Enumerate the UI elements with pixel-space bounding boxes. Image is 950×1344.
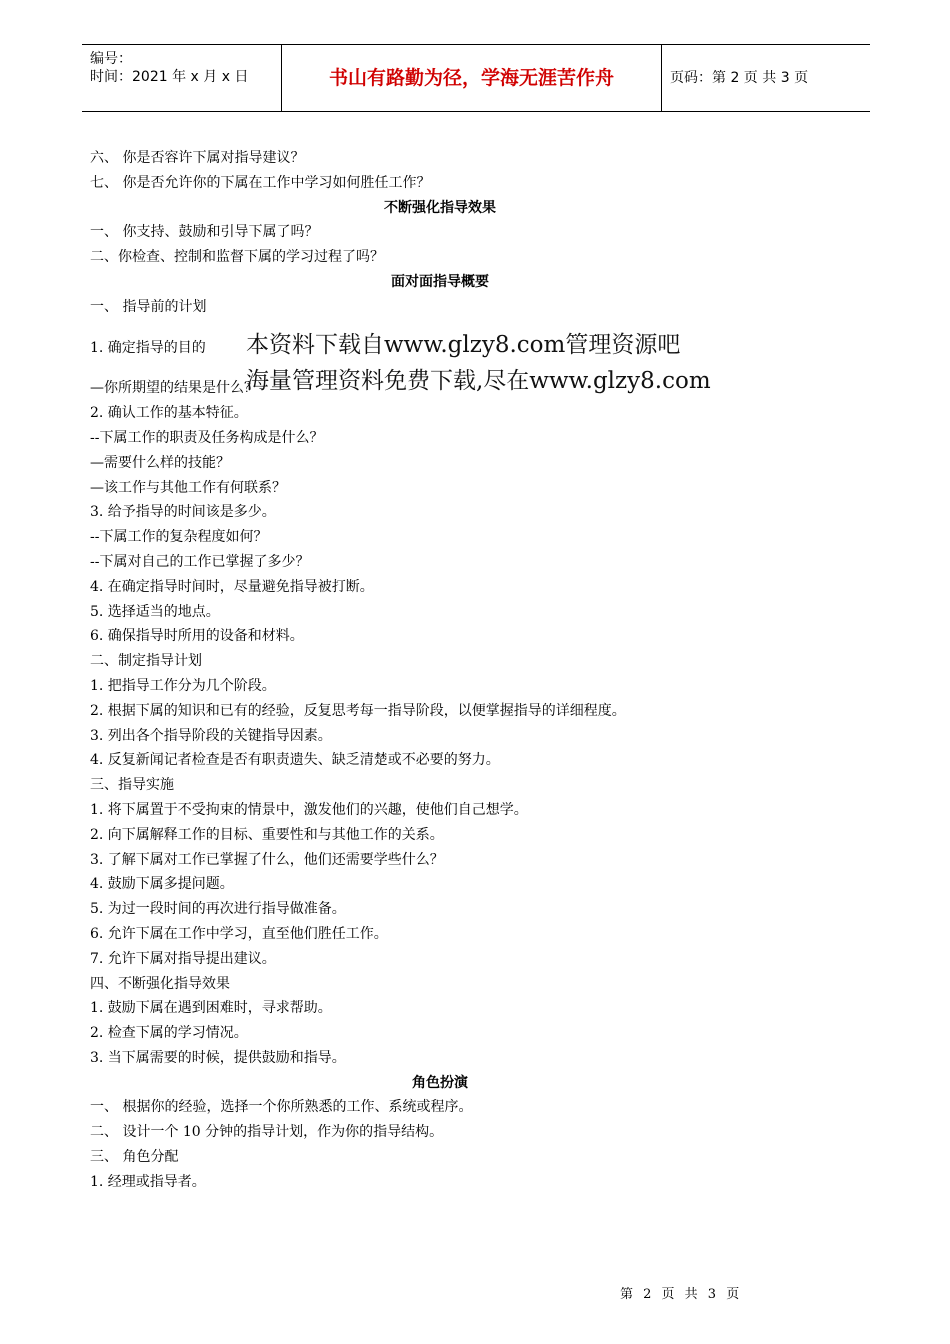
body-line: --下属对自己的工作已掌握了多少？ xyxy=(90,553,310,570)
body-line: 二、你检查、控制和监督下属的学习过程了吗？ xyxy=(90,249,384,266)
body-line: 三、指导实施 xyxy=(90,777,174,794)
body-line: 6. 确保指导时所用的设备和材料。 xyxy=(90,628,304,645)
body-line: --下属工作的复杂程度如何？ xyxy=(90,529,268,546)
body-line: 1. 把指导工作分为几个阶段。 xyxy=(90,677,276,694)
body-line: 1. 鼓励下属在遇到困难时，寻求帮助。 xyxy=(90,1000,332,1017)
body-line: 5. 为过一段时间的再次进行指导做准备。 xyxy=(90,901,346,918)
body-line: 1. 确定指导的目的 xyxy=(90,339,206,356)
body-line: 六、 你是否容许下属对指导建议？ xyxy=(90,150,305,166)
body-line: 5. 选择适当的地点。 xyxy=(90,603,220,620)
document-time-label: 时间：2021 年 x 月 x 日 xyxy=(90,69,249,85)
body-line: 二、 设计一个 10 分钟的指导计划，作为你的指导结构。 xyxy=(90,1124,444,1141)
body-line: 3. 当下属需要的时候，提供鼓励和指导。 xyxy=(90,1049,346,1066)
header-motto: 书山有路勤为径，学海无涯苦作舟 xyxy=(282,45,662,111)
body-line: 4. 在确定指导时间时，尽量避免指导被打断。 xyxy=(90,578,374,595)
section-heading: 角色扮演 xyxy=(412,1074,468,1091)
header-info-cell xyxy=(82,45,282,111)
body-line: —需要什么样的技能？ xyxy=(90,454,230,471)
body-line: —你所期望的结果是什么？ xyxy=(90,380,258,397)
body-line: 四、不断强化指导效果 xyxy=(90,975,230,992)
section-heading: 不断强化指导效果 xyxy=(384,199,496,216)
body-line: 三、 角色分配 xyxy=(90,1149,179,1166)
body-line: 1. 经理或指导者。 xyxy=(90,1173,206,1190)
body-line: 一、 你支持、鼓励和引导下属了吗？ xyxy=(90,224,319,241)
body-line: 3. 列出各个指导阶段的关键指导因素。 xyxy=(90,727,332,744)
body-line: 2. 根据下属的知识和已有的经验，反复思考每一指导阶段，以便掌握指导的详细程度。 xyxy=(90,702,626,719)
body-line: 2. 检查下属的学习情况。 xyxy=(90,1025,248,1042)
body-line: 一、 根据你的经验，选择一个你所熟悉的工作、系统或程序。 xyxy=(90,1099,473,1116)
document-number-label: 编号： xyxy=(90,51,132,67)
section-heading: 面对面指导概要 xyxy=(391,273,489,290)
body-line: 4. 反复新闻记者检查是否有职责遗失、缺乏清楚或不必要的努力。 xyxy=(90,752,500,769)
body-line: 7. 允许下属对指导提出建议。 xyxy=(90,950,276,967)
body-line: 七、 你是否允许你的下属在工作中学习如何胜任工作？ xyxy=(90,174,431,191)
page-header xyxy=(82,44,870,112)
watermark-line-2: 海量管理资料免费下载,尽在www.glzy8.com xyxy=(246,368,711,394)
body-line: 3. 给予指导的时间该是多少。 xyxy=(90,504,276,521)
body-line: —该工作与其他工作有何联系？ xyxy=(90,479,286,496)
body-line: 1. 将下属置于不受拘束的情景中，激发他们的兴趣，使他们自己想学。 xyxy=(90,801,528,818)
body-line: 6. 允许下属在工作中学习，直至他们胜任工作。 xyxy=(90,925,388,942)
watermark-line-1: 本资料下载自www.glzy8.com管理资源吧 xyxy=(246,332,681,358)
body-line: --下属工作的职责及任务构成是什么？ xyxy=(90,429,324,446)
body-line: 4. 鼓励下属多提问题。 xyxy=(90,876,234,893)
page-footer: 第 2 页 共 3 页 xyxy=(620,1287,741,1302)
document-body xyxy=(90,146,790,1195)
body-line: 2. 向下属解释工作的目标、重要性和与其他工作的关系。 xyxy=(90,826,444,843)
body-line: 2. 确认工作的基本特征。 xyxy=(90,405,248,422)
body-line: 二、制定指导计划 xyxy=(90,653,202,670)
body-line: 一、 指导前的计划 xyxy=(90,298,207,315)
body-line: 3. 了解下属对工作已掌握了什么，他们还需要学些什么？ xyxy=(90,851,444,868)
header-page-label: 页码：第 2 页 共 3 页 xyxy=(670,70,809,86)
